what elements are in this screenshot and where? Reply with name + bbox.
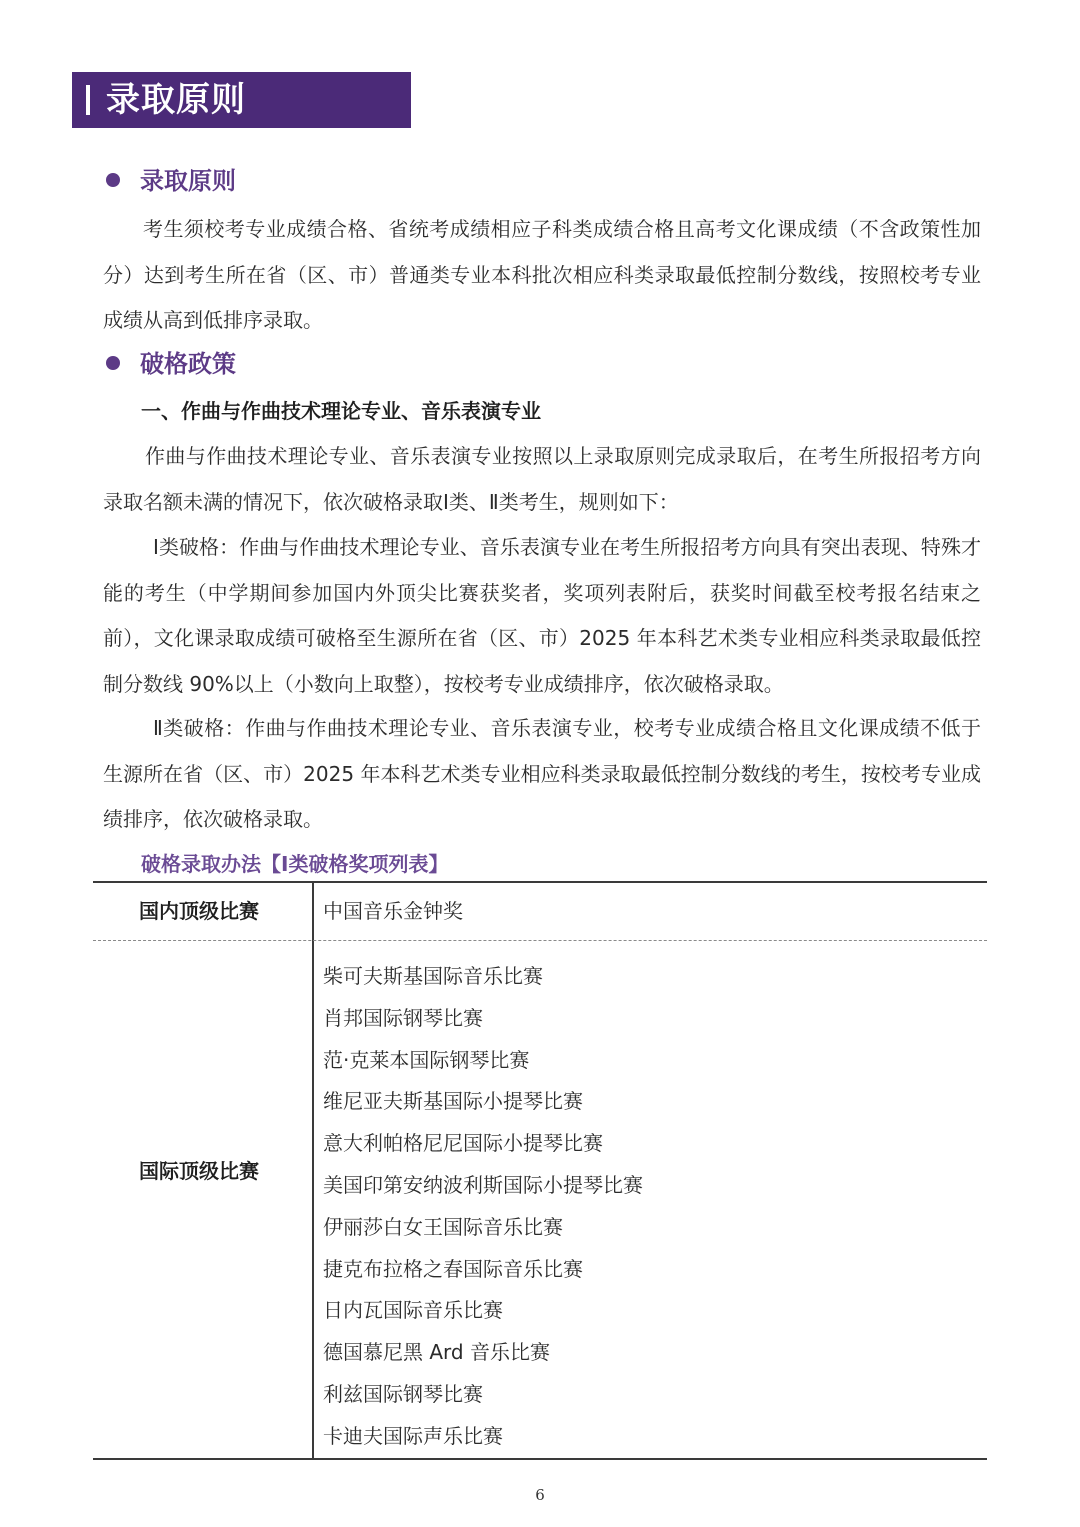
list-item: 德国慕尼黑 Ard 音乐比赛 bbox=[323, 1340, 550, 1365]
list-item: 范·克莱本国际钢琴比赛 bbox=[323, 1047, 530, 1072]
table-caption: 破格录取办法【Ⅰ类破格奖项列表】 bbox=[141, 852, 449, 876]
list-item: 柴可夫斯基国际音乐比赛 bbox=[323, 964, 543, 988]
table-bottom-rule bbox=[93, 1458, 987, 1460]
list-item: 卡迪夫国际声乐比赛 bbox=[323, 1423, 503, 1448]
table-row-divider bbox=[93, 940, 987, 941]
row-label-domestic: 国内顶级比赛 bbox=[139, 899, 259, 923]
list-item: 利兹国际钢琴比赛 bbox=[323, 1381, 483, 1406]
list-item: 伊丽莎白女王国际音乐比赛 bbox=[323, 1214, 563, 1239]
domestic-competition: 中国音乐金钟奖 bbox=[323, 899, 463, 923]
section-heading-exception bbox=[106, 346, 236, 382]
row-label-international: 国际顶级比赛 bbox=[139, 1159, 259, 1183]
list-item: 日内瓦国际音乐比赛 bbox=[323, 1298, 503, 1323]
banner-accent-bar bbox=[86, 85, 90, 115]
section-heading-admission bbox=[106, 163, 236, 199]
exception-subheading: 一、作曲与作曲技术理论专业、音乐表演专业 bbox=[141, 399, 541, 423]
class1-exception-paragraph: Ⅰ类破格：作曲与作曲技术理论专业、音乐表演专业在考生所报招考方向具有突出表现、特殊才能的考生（中学期间参加国内外顶尖比赛获奖者，奖项列表附后，获奖时间截至校考报名结束之前），文化课录取成绩可破格至生源所在省（区、市）2025 年本科艺术类专业相应科类录取最低控制分数线 90%以上（小数向上取整），按校考专业成绩排序，依次破格录取。 bbox=[103, 535, 981, 696]
page-number: 6 bbox=[535, 1486, 545, 1504]
exception-intro-paragraph: 作曲与作曲技术理论专业、音乐表演专业按照以上录取原则完成录取后，在考生所报招考方向录取名额未满的情况下，依次破格录取Ⅰ类、Ⅱ类考生，规则如下： bbox=[103, 444, 981, 514]
table-top-rule bbox=[93, 881, 987, 883]
list-item: 捷克布拉格之春国际音乐比赛 bbox=[323, 1256, 583, 1281]
list-item: 意大利帕格尼尼国际小提琴比赛 bbox=[323, 1131, 603, 1156]
table-column-divider bbox=[312, 883, 314, 1459]
section-heading-text: 录取原则 bbox=[140, 167, 236, 195]
class2-exception-paragraph: Ⅱ类破格：作曲与作曲技术理论专业、音乐表演专业，校考专业成绩合格且文化课成绩不低于生源所在省（区、市）2025 年本科艺术类专业相应科类录取最低控制分数线的考生，按校考专业成绩排序，依次破格录取。 bbox=[103, 716, 981, 831]
section-heading-text: 破格政策 bbox=[140, 350, 236, 378]
list-item: 美国印第安纳波利斯国际小提琴比赛 bbox=[323, 1172, 643, 1197]
bullet-dot-icon bbox=[106, 356, 120, 370]
title-banner bbox=[72, 72, 411, 128]
list-item: 肖邦国际钢琴比赛 bbox=[323, 1005, 483, 1030]
banner-title: 录取原则 bbox=[106, 80, 246, 120]
bullet-dot-icon bbox=[106, 173, 120, 187]
international-competition-list bbox=[323, 956, 643, 1458]
admission-paragraph: 考生须校考专业成绩合格、省统考成绩相应子科类成绩合格且高考文化课成绩（不含政策性加分）达到考生所在省（区、市）普通类专业本科批次相应科类录取最低控制分数线，按照校考专业成绩从高到低排序录取。 bbox=[103, 217, 981, 332]
list-item: 维尼亚夫斯基国际小提琴比赛 bbox=[323, 1089, 583, 1114]
